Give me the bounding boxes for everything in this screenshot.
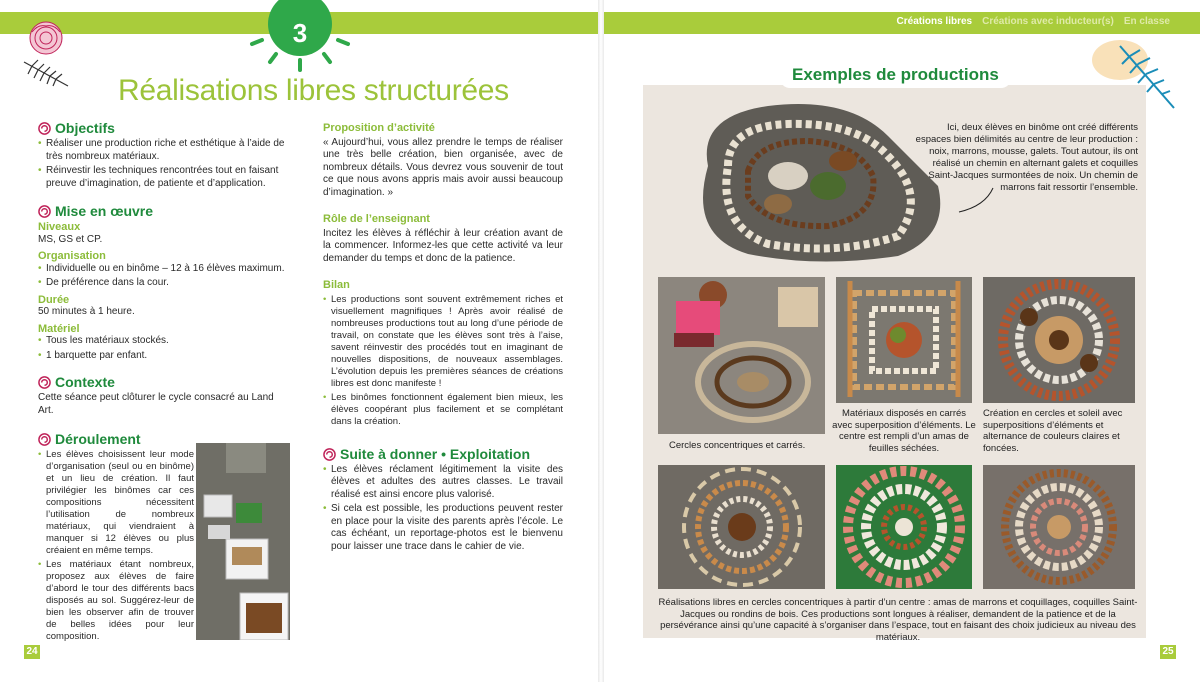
section-proposition [323,122,563,199]
examples-title: Exemples de productions [780,62,1011,88]
contexte-heading: Contexte [55,374,115,391]
caption-row1-c: Création en cercles et soleil avec superpositions d’éléments et alternance de couleurs claires et foncées. [983,408,1123,454]
materiel-item: • Tous les matériaux stockés. [46,335,290,348]
page-number-right: 25 [1160,645,1176,659]
spiral-icon [38,433,51,446]
section-role [323,213,563,265]
materiel-label: Matériel [38,322,80,335]
suite-item: • Les élèves réclament légitimement la visite des élèves et adultes des autres classes. Le travail réalisé est ainsi encore plus valorisé. [331,464,563,502]
organisation-item: • Individuelle ou en binôme – 12 à 16 élèves maximum. [46,263,290,276]
bilan-item: • Les binômes fonctionnent également bien mieux, les élèves coopérant plus facilement et se complétant dans la création. [331,392,563,428]
bilan-item: • Les productions sont souvent extrêmement riches et visuellement magnifiques ! Après avoir réalisé de nombreuses productions tout au long d’une période de travail, on constate que les élèves sont très à l’aise, savent réinvestir des procédés tout en imaginant de nouvelles dispositions, de nouveaux assemblages. L’évolution depuis les premières séances de créations libres est donc manifeste ! [331,294,563,390]
nav-creations-inducteurs[interactable]: Créations avec inducteur(s) [982,16,1114,27]
caption-row1-b: Matériaux disposés en carrés avec superposition d’éléments. Le centre est rempli d’un amas de feuilles séchées. [832,408,976,454]
deroulement-heading: Déroulement [55,431,141,448]
step-number: 3 [292,18,308,48]
contexte-text: Cette séance peut clôturer le cycle consacré au Land Art. [38,392,274,416]
page-title: Réalisations libres structurées [118,74,509,107]
photo-material-crates [196,443,290,640]
flower-leaf-icon [18,14,78,90]
proposition-heading: Proposition d’activité [323,122,435,134]
organisation-item: • De préférence dans la cour. [46,277,290,290]
nav-en-classe[interactable]: En classe [1123,16,1170,27]
spiral-icon [38,376,51,389]
niveaux-value: MS, GS et CP. [38,233,103,245]
duree-value: 50 minutes à 1 heure. [38,306,135,317]
organisation-label: Organisation [38,250,106,262]
caption-row1-a: Cercles concentriques et carrés. [669,440,806,451]
caption-row2: Réalisations libres en cercles concentriques à partir d’un centre : amas de marrons et coquillages, coquilles Saint-Jacques ou rondins de bois. Ces productions sont longues à réaliser, demandent de la patience et de la persévérance ainsi qu’une capacité à s’organiser dans l’espace, tout en faisant des choix judicieux au niveau des matériaux. [658,597,1138,643]
photo-saint-jacques [836,465,972,589]
photo-rondins [983,465,1135,589]
suite-heading: Suite à donner • Exploitation [340,445,531,462]
deroulement-item: • Les matériaux étant nombreux, proposez aux élèves de faire d’abord le tour des différents bacs disposés au sol. Suggérez-leur de bien les observer afin de trouver de belles idées pour leur composition. [46,559,194,643]
book-gutter [598,0,604,682]
mise-en-oeuvre-heading: Mise en œuvre [55,203,154,220]
objectif-item: • Réinvestir les techniques rencontrées tout en faisant preuve d’imagination, de patiente et d’application. [46,165,290,190]
suite-item: • Si cela est possible, les productions peuvent rester en place pour la visite des parents après l’école. Le cas échéant, un reportage-photos est le bienvenu pour laisser une trace dans le cahier de vie. [331,503,563,553]
bilan-heading: Bilan [323,279,350,291]
niveaux-label: Niveaux [38,221,81,233]
role-heading: Rôle de l’enseignant [323,213,430,225]
section-bilan [323,279,563,428]
materiel-item: • 1 barquette par enfant. [46,350,290,363]
photo-concentric-shells [658,465,825,589]
objectifs-heading: Objectifs [55,120,115,137]
nav-creations-libres[interactable]: Créations libres [896,16,973,27]
photo-squares-leaves [836,277,972,403]
duree-label: Durée [38,293,70,306]
page-number-left: 24 [24,645,40,659]
photo-circles-sun [983,277,1135,403]
objectif-item: • Réaliser une production riche et esthétique à l’aide de très nombreux matériaux. [46,138,290,163]
photo-child-circles [658,277,825,434]
section-suite [323,445,563,554]
middle-column [323,122,563,555]
section-contexte [38,376,290,417]
deroulement-item: • Les élèves choisissent leur mode d’organisation (seul ou en binôme) et un lieu de création. Il faut privilégier les binômes car ces compositions nécessitent l’utilisation de nombreux matériaux, qui viendraient à manquer si 12 élèves ou plus créaient en même temps. [46,449,194,557]
spiral-icon [323,448,336,461]
spiral-icon [38,122,51,135]
section-deroulement [38,433,194,643]
proposition-text: « Aujourd’hui, vous allez prendre le temps de réaliser une très belle création, bien organisée, avec de nombreux détails. Vous devrez vous souvenir de tout ce que nous avons appris mais avoir aussi beaucoup d’imagination. » [323,136,563,198]
section-objectifs [38,122,290,190]
section-mise-en-oeuvre [38,205,290,362]
sun-step-icon [246,0,354,72]
blob-caption: Ici, deux élèves en binôme ont créé différents espaces bien délimités au centre de leur production : noix, marrons, mousse, galets. Tout autour, ils ont réalisé un chemin en alternant galets et coquilles Saint-Jacques surmontées de noix. Un chemin de marrons fait ressortir l’ensemble. [915,122,1138,193]
chapter-nav [897,16,1170,27]
spiral-icon [38,205,51,218]
role-text: Incitez les élèves à réfléchir à leur création avant de la commencer. Informez-les que cette activité va leur demander du temps et donc de la patience. [323,227,563,264]
